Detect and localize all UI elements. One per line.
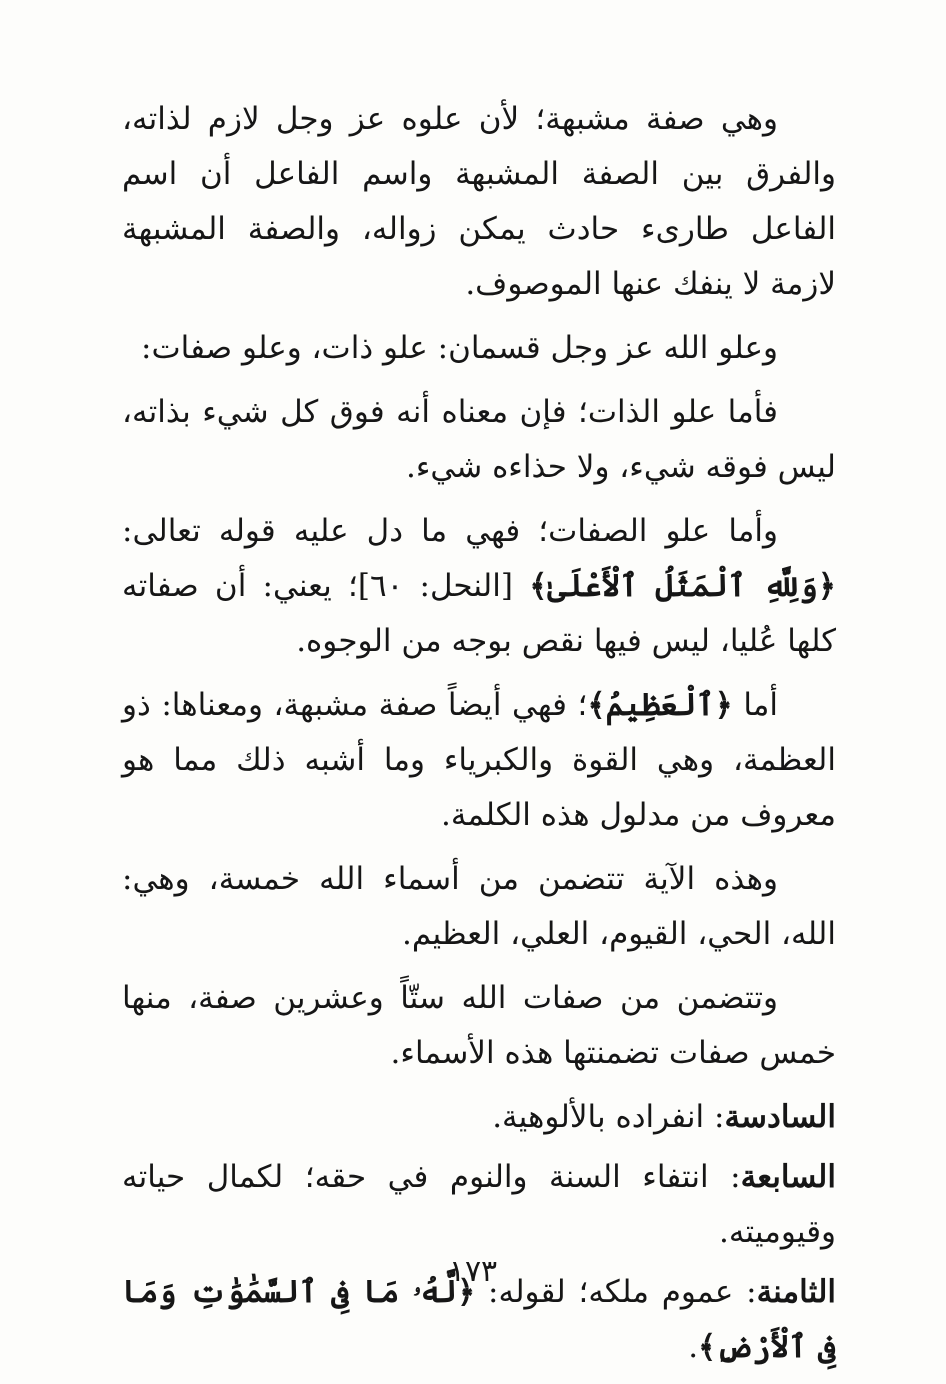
paragraph-text: أما (732, 687, 778, 723)
paragraph (122, 852, 836, 962)
paragraph-text: وتتضمن من صفات الله ستّاً وعشرين صفة، منها خمس صفات تضمنتها هذه الأسماء. (122, 980, 836, 1071)
paragraph (122, 971, 836, 1081)
paragraph-text: وعلو الله عز وجل قسمان: علو ذات، وعلو صفات: (141, 330, 778, 366)
paragraph (122, 321, 836, 376)
item-label: السادسة (724, 1099, 836, 1135)
item-text: . (688, 1329, 699, 1365)
paragraph-text: وهذه الآية تتضمن من أسماء الله خمسة، وهي: الله، الحي، القيوم، العلي، العظيم. (122, 861, 836, 952)
labeled-item (122, 1150, 836, 1260)
item-text: : عموم ملكه؛ لقوله: (475, 1274, 757, 1310)
page-body (122, 92, 836, 1380)
item-text: : انفراده بالألوهية. (492, 1099, 725, 1135)
paragraph (122, 385, 836, 495)
paragraph-text: وهي صفة مشبهة؛ لأن علوه عز وجل لازم لذاته، والفرق بين الصفة المشبهة واسم الفاعل أن اسم الفاعل طارىء حادث يمكن زواله، والصفة المشبهة لازمة لا ينفك عنها الموصوف. (122, 101, 836, 302)
paragraph-text: وأما علو الصفات؛ فهي ما دل عليه قوله تعالى: (122, 513, 778, 549)
page-number: ١٧٣ (448, 1254, 498, 1289)
quran-verse: ﴿وَلِلَّهِ ٱلْمَثَلُ ٱلْأَعْلَىٰ﴾ (529, 568, 836, 604)
quran-verse: ﴿لَّهُۥ مَا فِى ٱلسَّمَٰوَٰتِ وَمَا فِى ٱلْأَرْضِ﴾ (122, 1274, 836, 1365)
paragraph (122, 504, 836, 669)
quran-verse: ﴿ٱلْعَظِيمُ﴾ (587, 687, 733, 723)
paragraph (122, 92, 836, 312)
item-text: : انتفاء السنة والنوم في حقه؛ لكمال حياته وقيوميته. (122, 1159, 836, 1250)
item-label: السابعة (740, 1159, 836, 1195)
item-label: الثامنة (756, 1274, 836, 1310)
paragraph-text: ؛ فهي أيضاً صفة مشبهة، ومعناها: ذو العظمة، وهي القوة والكبرياء وما أشبه ذلك مما هو معروف من مدلول هذه الكلمة. (122, 687, 836, 833)
paragraph-text: [النحل: ٦٠]؛ يعني: أن صفاته كلها عُليا، ليس فيها نقص بوجه من الوجوه. (122, 568, 836, 659)
paragraph-text: فأما علو الذات؛ فإن معناه أنه فوق كل شيء بذاته، ليس فوقه شيء، ولا حذاءه شيء. (122, 394, 836, 485)
paragraph (122, 678, 836, 843)
labeled-item (122, 1090, 836, 1145)
